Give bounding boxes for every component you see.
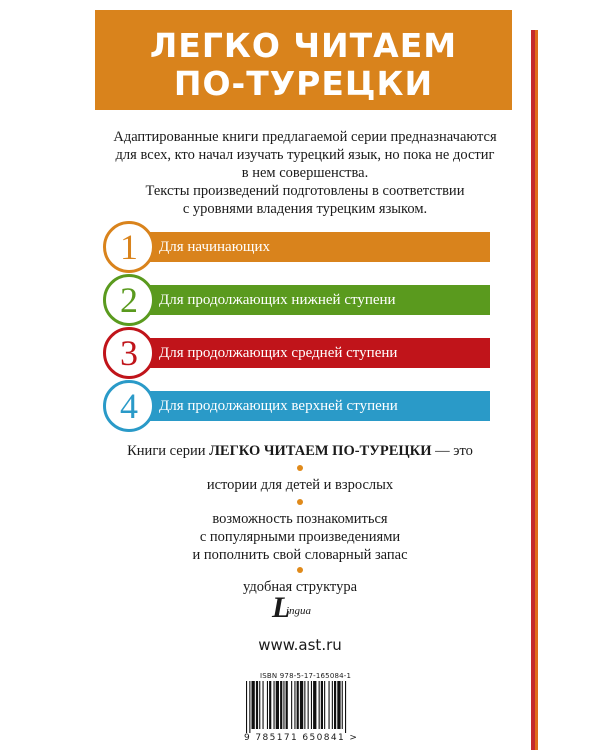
series-prefix: Книги серии [127,443,210,459]
barcode-bar [276,681,279,729]
lingua-logo [270,591,330,625]
bullet-dot [297,567,303,573]
intro-line: Тексты произведений подготовлены в соответствии [145,183,465,199]
bullet-dot [297,499,303,505]
level-label: Для продолжающих нижней ступени [159,292,396,308]
barcode-bar [274,681,275,729]
barcode-bar [252,681,255,729]
barcode-bar [311,681,312,729]
series-suffix: — это [431,443,473,459]
level-3 [103,327,490,378]
level-4 [103,380,490,431]
barcode-bar [345,681,346,733]
series-item: и пополнить свой словарный запас [192,547,408,563]
publisher-url[interactable]: www.ast.ru [258,636,342,654]
barcode-bar [337,681,340,729]
barcode-bar [246,681,247,733]
series-item: истории для детей и взрослых [206,477,394,493]
barcode-bar [332,681,333,729]
level-label: Для начинающих [159,239,270,255]
level-label: Для продолжающих верхней ступени [159,398,398,414]
barcode-bar [324,681,325,729]
barcode-bar [280,681,282,729]
barcode-bar [342,681,343,729]
title-line-2: ПО-ТУРЕЦКИ [173,64,434,103]
level-1 [103,221,490,272]
barcode-bar [294,681,295,729]
barcode-bar [308,681,309,729]
barcode-bar [300,681,303,729]
level-2 [103,274,490,325]
barcode-bar [249,681,250,733]
series-item: с популярными произведениями [199,529,401,545]
intro-line: с уровнями владения турецким языком. [182,201,428,217]
logo-initial: L [272,591,291,624]
title-line-1: ЛЕГКО ЧИТАЕМ [149,26,458,65]
barcode-bar [267,681,268,729]
series-item: возможность познакомиться [212,511,388,527]
barcode-bar [286,681,288,729]
title-banner [95,10,512,110]
bullet-dot [297,465,303,471]
logo-rest: ingua [286,605,312,617]
series-heading [100,442,500,460]
barcode-bar [334,681,336,729]
barcode-bar [291,681,292,729]
barcode-bar [321,681,323,729]
barcode-digits: 9 785171 650841 > [244,733,359,743]
intro-line: в нем совершенства. [241,165,369,181]
barcode-bar [269,681,271,729]
level-number: 4 [120,386,138,426]
series-item: удобная структура [242,579,358,595]
series-name: ЛЕГКО ЧИТАЕМ ПО-ТУРЕЦКИ [209,443,432,459]
barcode-bar [319,681,320,729]
barcode-bar [263,681,264,729]
isbn-text: ISBN 978-5-17-165084-1 [260,672,352,680]
level-number: 1 [120,227,138,267]
barcode-bar [313,681,316,729]
barcode-bar [283,681,284,729]
barcode-bar [256,681,258,729]
intro-line: Адаптированные книги предлагаемой серии предназначаются [113,129,497,145]
barcode-bar [329,681,330,729]
barcode-bar [259,681,260,729]
barcode-bar [297,681,299,729]
level-number: 3 [120,333,138,373]
intro-text [80,128,530,218]
intro-line: для всех, кто начал изучать турецкий язык, но пока не достиг [115,147,495,163]
level-number: 2 [120,280,138,320]
barcode [246,681,364,733]
level-label: Для продолжающих средней ступени [159,345,398,361]
barcode-bar [304,681,305,729]
